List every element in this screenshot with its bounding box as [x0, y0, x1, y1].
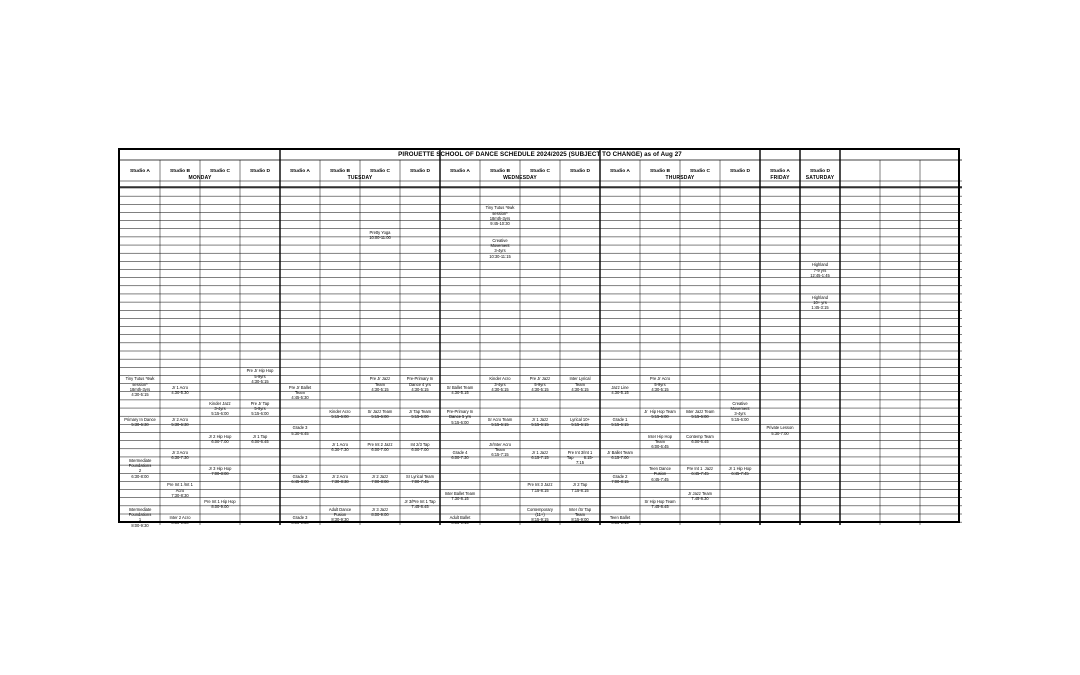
- class-entry: Jr 3 Acro 6:30-7:30: [171, 449, 189, 461]
- class-entry: Creative Movement 3-4yrs 5:15-6:00: [730, 400, 750, 422]
- class-entry: Jr Ballet Team 6:15-7:00: [607, 449, 633, 461]
- class-entry: Private Lesson 5:30-7:00: [766, 425, 794, 436]
- class-entry: Pre Int 3/Int 1 Tap 6:15- 7:15: [566, 449, 594, 466]
- studio-header: Studio C: [689, 169, 711, 174]
- studio-header: Studio A: [610, 169, 630, 174]
- class-entry: Grade 2 6:45-8:00: [291, 474, 309, 485]
- class-entry: Jr 2 Jazz 7:00-8:00: [371, 474, 389, 485]
- class-entry: Lyrical 10+ 5:15-6:15: [570, 417, 590, 428]
- class-entry: Jr 1 Jazz 5:15-6:15: [531, 417, 549, 428]
- class-entry: Grade 3 8:00-9:30: [291, 515, 309, 526]
- class-entry: Intermediate Foundations 1 8:00-9:30: [128, 506, 152, 528]
- class-entry: Pre Int 1 /Int 1 Acro 7:30-8:30: [167, 482, 193, 498]
- class-entry: Tiny Tutus *6wk session* 18mth-3yrs 4:30-5:15: [125, 376, 155, 398]
- class-entry: Jazz Line 4:30-5:15: [611, 384, 629, 395]
- studio-header: Studio A: [130, 169, 150, 174]
- class-entry: Pre Int 2 Jazz 6:00-7:00: [367, 441, 393, 452]
- class-entry: Grade 1 5:15-6:15: [611, 417, 629, 428]
- studio-header: Studio C: [369, 169, 391, 174]
- class-entry: Sr Ballet Team 4:30-5:15: [446, 384, 474, 395]
- studio-header: Studio D: [249, 169, 271, 174]
- class-entry: Contemp Team 6:00-6:45: [686, 433, 714, 444]
- class-entry: Kinder Acro 5:15-6:00: [329, 409, 351, 420]
- class-entry: Jr/Inter Acro Team 6:15-7:15: [488, 441, 512, 458]
- class-entry: Teen Ballet 8:15-9:15: [609, 515, 631, 526]
- studio-header: Studio D: [809, 169, 831, 174]
- class-entry: Inter Lyrical Team 4:30-5:15: [569, 376, 591, 392]
- class-entry: Jr Jazz Team 7:45-8:30: [687, 490, 713, 501]
- studio-header: Studio A: [290, 169, 310, 174]
- class-entry: Pre Int 1 Hip Hop 8:00-9:00: [204, 498, 236, 509]
- class-entry: Jr 1 Hip Hop 6:45-7:45: [728, 466, 752, 477]
- class-entry: Pre Jr Acro 5-9yrs 4:30-5:15: [649, 376, 671, 392]
- class-entry: Pre Jr Tap 5-9yrs 5:15-6:00: [250, 400, 270, 417]
- class-entry: Int 2/3 Tap 6:00-7:00: [410, 441, 430, 452]
- class-entry: Contemporary (11+) 8:15-9:15: [527, 506, 553, 523]
- class-entry: Sr Hip Hop Team 7:45-8:45: [644, 498, 676, 509]
- studio-header: Studio D: [569, 169, 591, 174]
- class-entry: Creative Movement 3-4yrs 10:30-11:15: [489, 237, 511, 259]
- class-entry: Grade 3 5:30-6:45: [291, 425, 309, 436]
- class-entry: Pre Int 1 Jazz 6:45-7:45: [686, 466, 714, 477]
- class-entry: Highland 7-9 yrs 12:45-1:45: [810, 262, 830, 278]
- class-entry: Inter Ballet Team 7:30-8:15: [444, 490, 476, 501]
- studio-header: Studio B: [329, 169, 351, 174]
- day-label-friday: FRIDAY: [770, 175, 790, 181]
- studio-header: Studio D: [409, 169, 431, 174]
- class-entry: Kinder Jazz 3-4yrs 5:15-6:00: [209, 400, 231, 417]
- class-entry: Pre Jr Hip Hop 5-9yrs 4:30-5:15: [246, 368, 274, 384]
- day-label-wednesday: WEDNESDAY: [503, 175, 537, 181]
- class-entry: Inter /Sr Tap Team 8:15-9:00: [568, 506, 592, 523]
- studio-header: Studio A: [770, 169, 790, 174]
- studio-header: Studio C: [529, 169, 551, 174]
- class-entry: Jr 2 Acro 5:30-6:30: [171, 417, 189, 428]
- class-entry: Jr 1 Acro 4:30-5:30: [171, 384, 189, 395]
- class-entry: Jr Hip Hop Team 5:15-6:00: [644, 409, 676, 420]
- class-entry: Jr 2 Hip Hop 6:00-7:00: [208, 433, 232, 444]
- class-entry: Pre Int 3 Jazz 7:15-8:15: [527, 482, 553, 493]
- class-entry: Adult Dance Fusion 8:30-9:30: [328, 506, 352, 523]
- class-entry: Pre Jr Jazz 5-9yrs 4:30-5:15: [529, 376, 551, 392]
- class-entry: Sr Lyrical Team 7:00-7:45: [406, 474, 434, 485]
- schedule-grid: [120, 150, 962, 525]
- studio-header: Studio B: [169, 169, 191, 174]
- class-entry: Jr 2 Tap 7:15-8:15: [571, 482, 589, 493]
- schedule-sheet: [118, 148, 960, 528]
- class-entry: Adult Ballet 8:15-9:15: [449, 515, 471, 526]
- class-entry: Pre-Primary In Dance 4 yrs 4:30-5:15: [406, 376, 434, 392]
- class-entry: Jr 3/Pre Int 1 Tap 7:45-8:45: [404, 498, 436, 509]
- studio-header: Studio B: [489, 169, 511, 174]
- class-entry: Jr Tap Team 5:15-6:00: [408, 409, 432, 420]
- class-entry: Sr Jazz Team 5:15-6:00: [367, 409, 393, 420]
- class-entry: Grade 4 6:00-7:30: [451, 449, 469, 461]
- day-label-thursday: THURSDAY: [665, 175, 695, 181]
- class-entry: Inter Hip Hop Team 6:00-6:45: [647, 433, 673, 449]
- studio-header: Studio B: [649, 169, 671, 174]
- class-entry: Highland 10+ yrs 1:45-3:15: [811, 294, 829, 311]
- class-entry: Kinder Acro 3-4yrs 4:30-5:15: [489, 376, 511, 392]
- studio-header: Studio A: [450, 169, 470, 174]
- class-entry: Teen Dance Fusion 6:45-7:45: [649, 466, 671, 482]
- class-entry: Tiny Tutus *6wk session* 18mth-3yrs 9:45-10:30: [485, 205, 515, 226]
- class-entry: Pre-Primary In Dance 5 yrs 5:15-6:00: [446, 409, 474, 425]
- class-entry: Jr 3 Jazz 8:00-9:00: [371, 506, 389, 518]
- class-entry: Pretty Yoga 10:00-11:00: [369, 229, 391, 240]
- class-entry: Jr 1 Acro 6:30-7:30: [331, 441, 349, 452]
- day-label-tuesday: TUESDAY: [347, 175, 373, 181]
- class-entry: Primary In Dance 5:30-6:30: [124, 417, 156, 428]
- class-entry: Intermediate Foundations 2 6:30-8:00: [128, 457, 152, 479]
- class-entry: Pre Jr Jazz Team 4:30-5:15: [369, 376, 391, 392]
- day-label-monday: MONDAY: [188, 175, 212, 181]
- class-entry: Grade 2 7:00-8:15: [611, 474, 629, 485]
- class-entry: Pre Jr Ballet Team 4:45-5:30: [288, 384, 312, 401]
- studio-header: Studio D: [729, 169, 751, 174]
- class-entry: Inter 2 Acro 8:30-9:30: [169, 515, 191, 526]
- class-entry: Jr 2 Acro 7:30-8:30: [331, 474, 349, 485]
- class-entry: Inter Jazz Team 5:15-6:00: [685, 409, 715, 420]
- studio-header: Studio C: [209, 169, 231, 174]
- schedule-title: PIROUETTE SCHOOL OF DANCE SCHEDULE 2024/2025 (SUBJECT TO CHANGE) as of Aug 27: [398, 151, 682, 158]
- class-entry: Jr 1 Jazz 6:15-7:15: [531, 449, 549, 461]
- class-entry: Jr 3 Hip Hop 7:00-8:00: [208, 466, 232, 477]
- day-label-saturday: SATURDAY: [805, 175, 835, 181]
- class-entry: Sr Acro Team 5:15-6:15: [487, 417, 513, 428]
- class-entry: Jr 1 Tap 6:00-6:45: [251, 433, 269, 444]
